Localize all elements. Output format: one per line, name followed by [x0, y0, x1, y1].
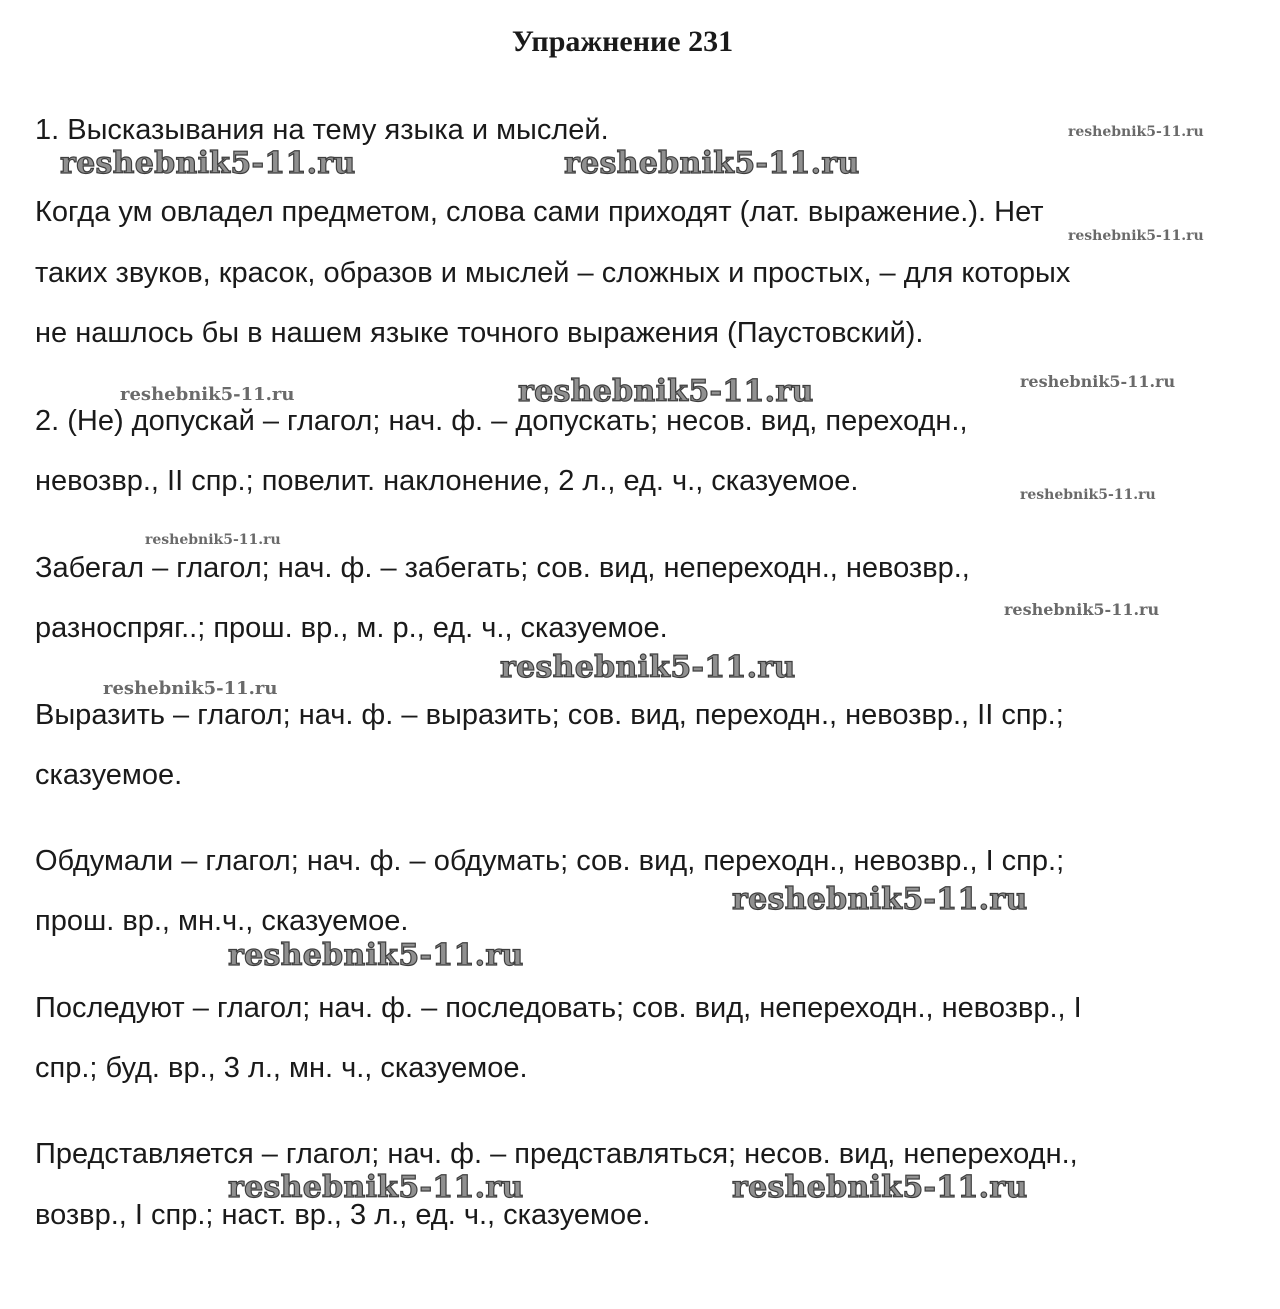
- verb-entry-line: Обдумали – глагол; нач. ф. – обдумать; сов. вид, переходн., невозвр., I спр.;: [35, 845, 1065, 877]
- section1-heading: 1. Высказывания на тему языка и мыслей.: [35, 114, 609, 146]
- verb-entry-line: Представляется – глагол; нач. ф. – представляться; несов. вид, непереходн.,: [35, 1138, 1078, 1170]
- watermark: reshebnik5-11.ru: [732, 882, 1028, 917]
- verb-entry-line: спр.; буд. вр., 3 л., мн. ч., сказуемое.: [35, 1052, 528, 1084]
- watermark: reshebnik5-11.ru: [1068, 228, 1204, 244]
- watermark: reshebnik5-11.ru: [120, 384, 295, 405]
- watermark: reshebnik5-11.ru: [1004, 600, 1160, 619]
- watermark: reshebnik5-11.ru: [1068, 124, 1204, 140]
- verb-entry-line: Выразить – глагол; нач. ф. – выразить; сов. вид, переходн., невозвр., II спр.;: [35, 699, 1064, 731]
- watermark: reshebnik5-11.ru: [1020, 372, 1176, 391]
- quote-line: таких звуков, красок, образов и мыслей – сложных и простых, – для которых: [35, 257, 1071, 289]
- watermark: reshebnik5-11.ru: [228, 938, 524, 973]
- verb-entry-line: 2. (Не) допускай – глагол; нач. ф. – допускать; несов. вид, переходн.,: [35, 405, 968, 437]
- verb-entry-line: невозвр., II спр.; повелит. наклонение, 2 л., ед. ч., сказуемое.: [35, 465, 859, 497]
- watermark: reshebnik5-11.ru: [1020, 487, 1156, 503]
- watermark: reshebnik5-11.ru: [103, 678, 278, 699]
- watermark: reshebnik5-11.ru: [500, 650, 796, 685]
- quote-line: не нашлось бы в нашем языке точного выражения (Паустовский).: [35, 317, 924, 349]
- verb-entry-line: сказуемое.: [35, 759, 183, 791]
- watermark: reshebnik5-11.ru: [732, 1170, 1028, 1205]
- verb-entry-line: Забегал – глагол; нач. ф. – забегать; сов. вид, непереходн., невозвр.,: [35, 552, 970, 584]
- watermark: reshebnik5-11.ru: [145, 532, 281, 548]
- quote-line: Когда ум овладел предметом, слова сами приходят (лат. выражение.). Нет: [35, 196, 1044, 228]
- verb-entry-line: прош. вр., мн.ч., сказуемое.: [35, 905, 409, 937]
- exercise-title: Упражнение 231: [511, 25, 734, 58]
- verb-entry-line: Последуют – глагол; нач. ф. – последовать; сов. вид, непереходн., невозвр., I: [35, 992, 1082, 1024]
- watermark: reshebnik5-11.ru: [228, 1170, 524, 1205]
- verb-entry-line: разноспряг..; прош. вр., м. р., ед. ч., сказуемое.: [35, 612, 668, 644]
- watermark: reshebnik5-11.ru: [518, 374, 814, 409]
- watermark: reshebnik5-11.ru: [564, 146, 860, 181]
- watermark: reshebnik5-11.ru: [60, 146, 356, 181]
- verb-entry-line: возвр., I спр.; наст. вр., 3 л., ед. ч., сказуемое.: [35, 1199, 651, 1231]
